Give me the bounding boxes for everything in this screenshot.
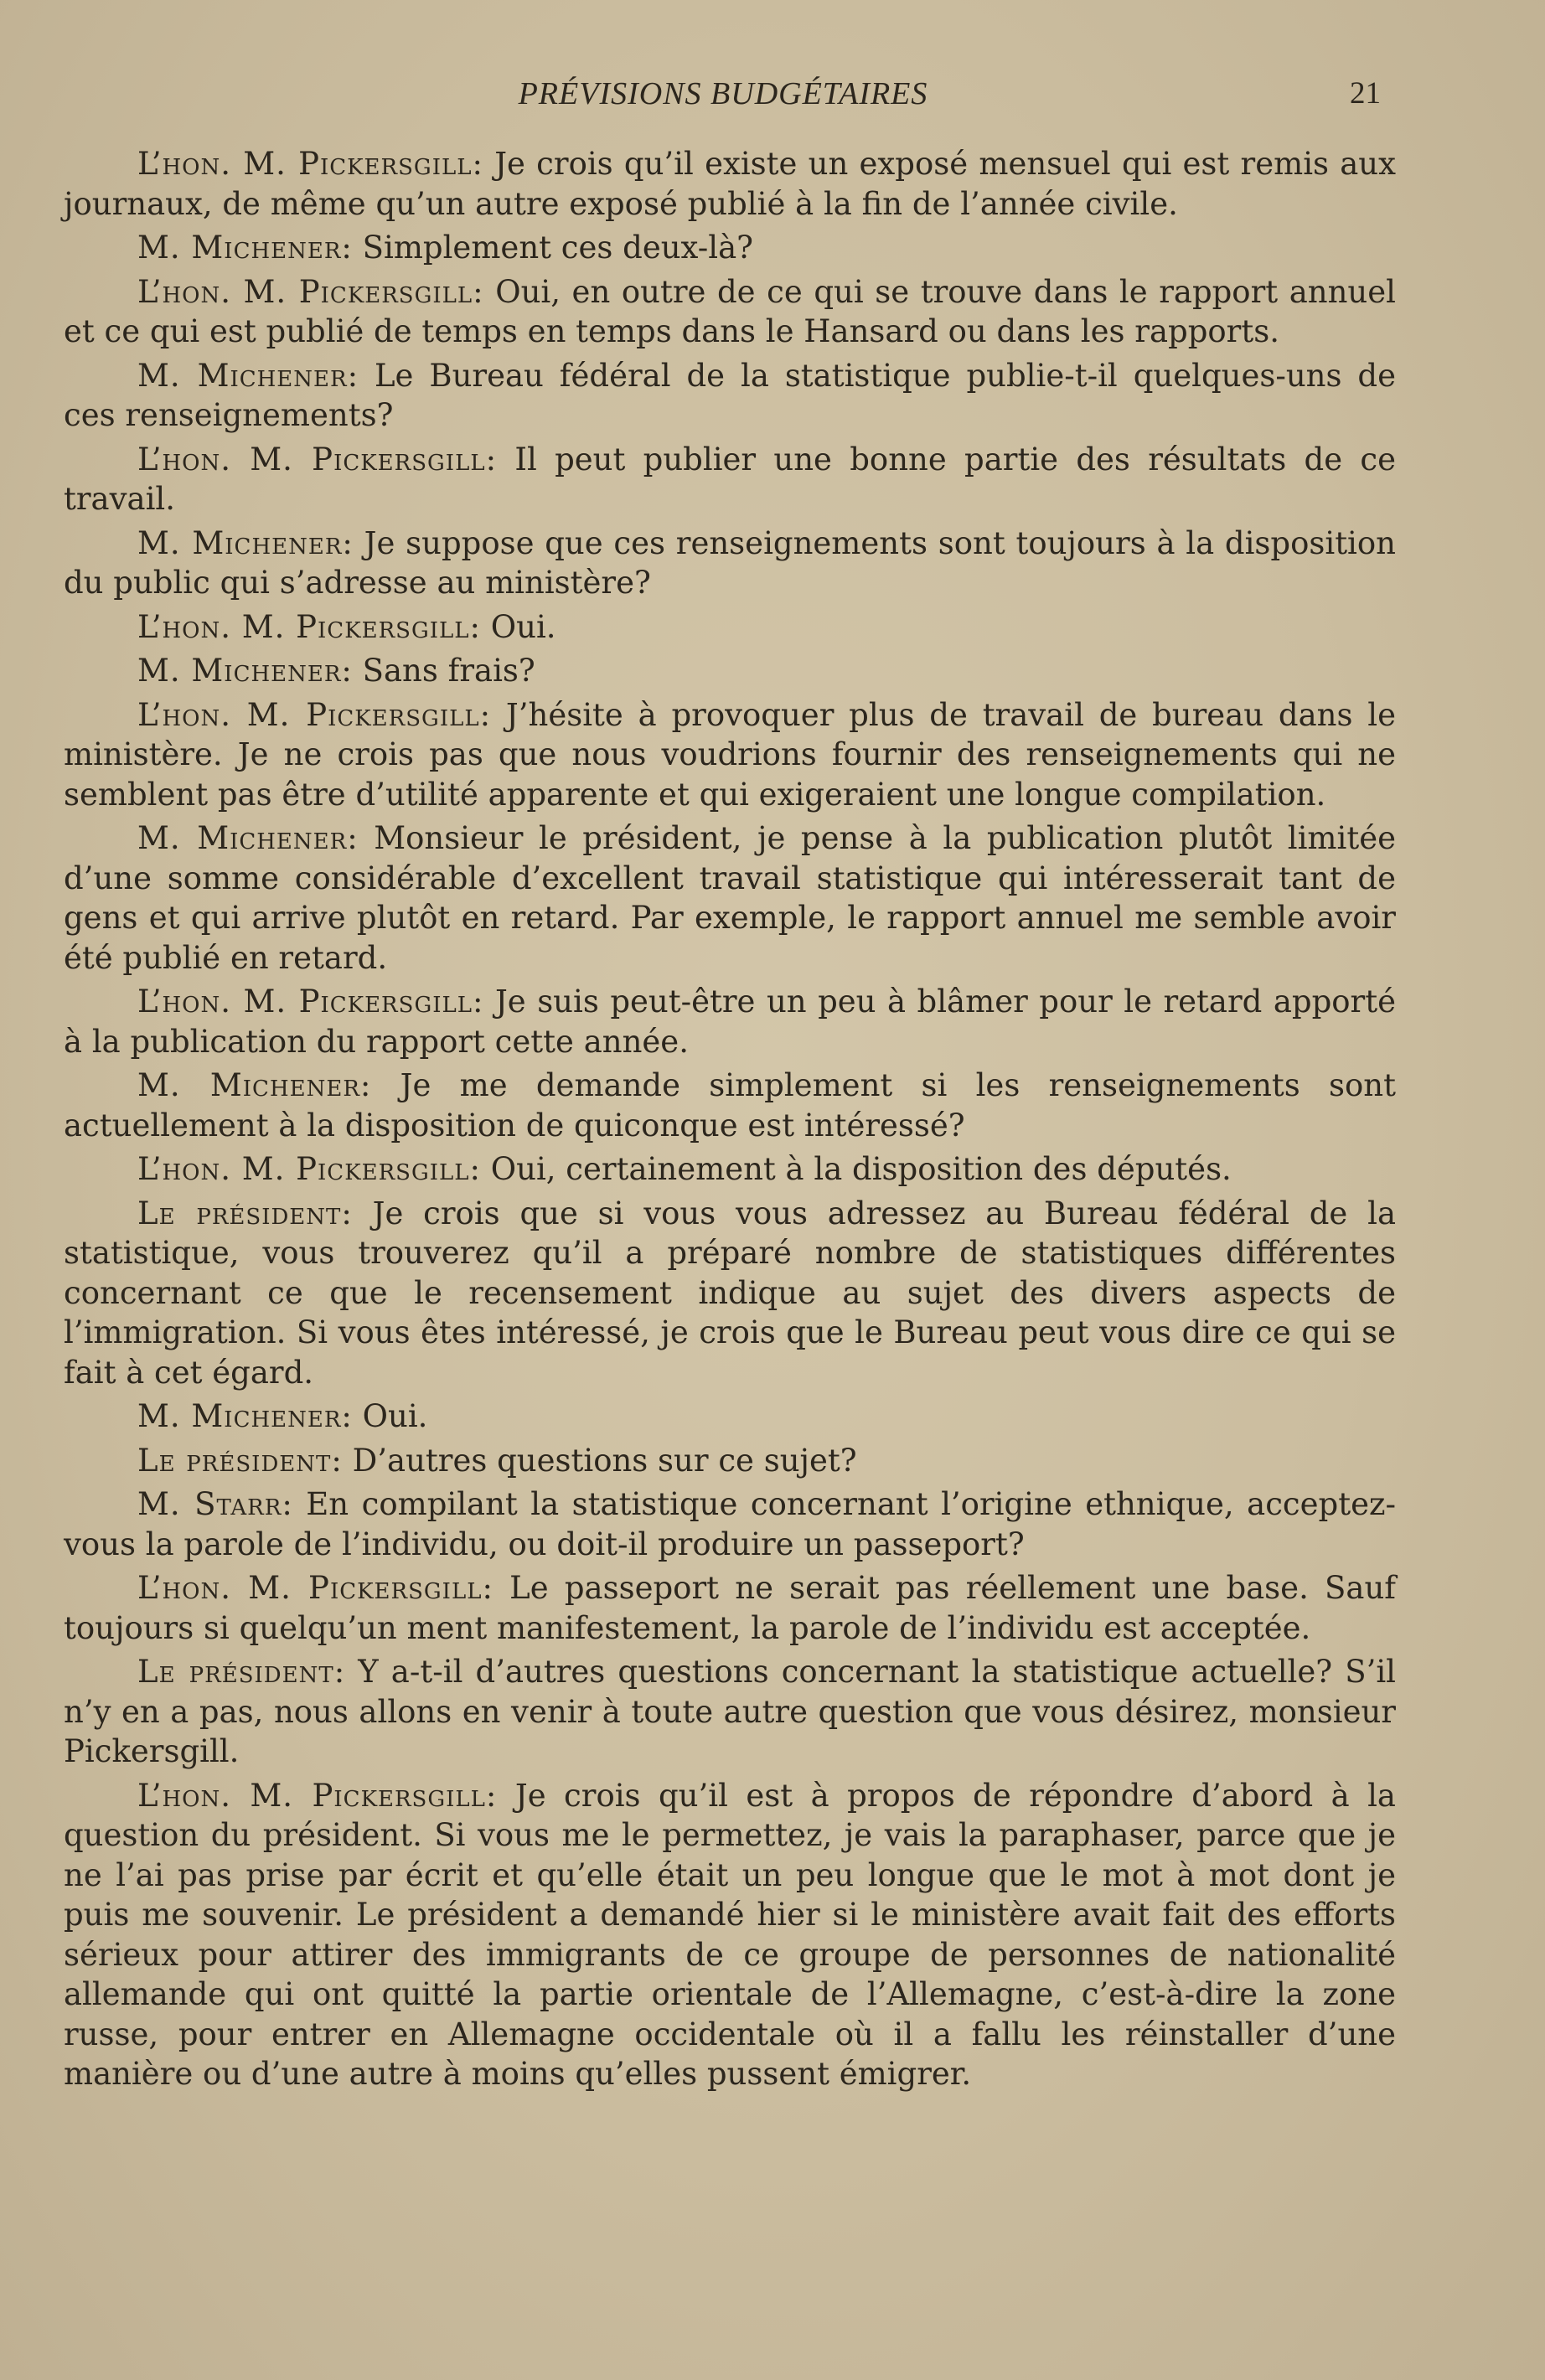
paragraph bbox=[64, 818, 1396, 978]
speech-text: Je suis peut-être un peu à blâmer pour le retard apporté à la publication du rapport cette année. bbox=[64, 983, 1396, 1060]
paragraph bbox=[64, 651, 1396, 691]
speech-text: D’autres questions sur ce sujet? bbox=[342, 1442, 857, 1479]
page-number: 21 bbox=[1350, 76, 1381, 111]
speaker-name: Le président: bbox=[137, 1195, 353, 1231]
paragraph bbox=[64, 982, 1396, 1061]
speaker-name: M. Michener: bbox=[137, 524, 354, 561]
speech-text: Simplement ces deux-là? bbox=[352, 230, 753, 266]
speech-text: Oui. bbox=[352, 1398, 428, 1434]
speech-text: Monsieur le président, je pense à la publication plutôt limitée d’une somme considérable d’excellent travail statistique qui intéresserait tant de gens et qui arrive plutôt en retard. Par exemple, le rapport annuel me semble avoir été publié en retard. bbox=[64, 820, 1396, 976]
paragraph bbox=[64, 1776, 1396, 2094]
speech-text: Le Bureau fédéral de la statistique publie-t-il quelques-uns de ces renseignements? bbox=[64, 357, 1396, 433]
speaker-name: M. Michener: bbox=[137, 1067, 372, 1103]
speech-text: Le passeport ne serait pas réellement une base. Sauf toujours si quelqu’un ment manifestement, la parole de l’individu est acceptée. bbox=[64, 1570, 1396, 1646]
paragraph bbox=[64, 228, 1396, 268]
speech-text: Je crois qu’il existe un exposé mensuel qui est remis aux journaux, de même qu’un autre exposé publié à la fin de l’année civile. bbox=[64, 146, 1396, 222]
speaker-name: L’hon. M. Pickersgill: bbox=[137, 1570, 493, 1606]
speech-text: Y a-t-il d’autres questions concernant la statistique actuelle? S’il n’y en a pas, nous allons en venir à toute autre question que vous désirez, monsieur Pickersgill. bbox=[64, 1654, 1396, 1769]
speaker-name: L’hon. M. Pickersgill: bbox=[137, 696, 492, 733]
speaker-name: M. Starr: bbox=[137, 1486, 293, 1522]
running-header bbox=[0, 75, 1545, 117]
paragraph bbox=[64, 144, 1396, 224]
paragraph bbox=[64, 695, 1396, 815]
paragraph bbox=[64, 1397, 1396, 1437]
speech-text: Sans frais? bbox=[352, 653, 535, 689]
running-title: PRÉVISIONS BUDGÉTAIRES bbox=[518, 76, 928, 111]
speaker-name: L’hon. M. Pickersgill: bbox=[137, 146, 483, 182]
speaker-name: L’hon. M. Pickersgill: bbox=[137, 1151, 482, 1187]
transcript-body bbox=[64, 144, 1396, 2099]
speaker-name: Le président: bbox=[137, 1654, 346, 1690]
paragraph bbox=[64, 1149, 1396, 1190]
speaker-name: M. Michener: bbox=[137, 820, 359, 856]
paragraph bbox=[64, 524, 1396, 603]
speaker-name: L’hon. M. Pickersgill: bbox=[137, 441, 498, 478]
paragraph bbox=[64, 1441, 1396, 1481]
paragraph bbox=[64, 1066, 1396, 1145]
speech-text: Je crois que si vous vous adressez au Bureau fédéral de la statistique, vous trouverez qu’il a préparé nombre de statistiques différentes concernant ce que le recensement indique au sujet des divers aspects de l’immigration. Si vous êtes intéressé, je crois que le Bureau peut vous dire ce qui se fait à cet égard. bbox=[64, 1195, 1396, 1391]
speech-text: J’hésite à provoquer plus de travail de bureau dans le ministère. Je ne crois pas que nous voudrions fournir des renseignements qui ne semblent pas être d’utilité apparente et qui exigeraient une longue compilation. bbox=[64, 696, 1396, 813]
speech-text: Je suppose que ces renseignements sont toujours à la disposition du public qui s’adresse au ministère? bbox=[64, 524, 1397, 601]
paragraph bbox=[64, 1484, 1396, 1564]
speaker-name: M. Michener: bbox=[137, 1398, 353, 1434]
paragraph bbox=[64, 440, 1396, 519]
paragraph bbox=[64, 356, 1396, 436]
speaker-name: M. Michener: bbox=[137, 357, 359, 394]
speaker-name: L’hon. M. Pickersgill: bbox=[137, 608, 482, 645]
paragraph bbox=[64, 1194, 1396, 1393]
speech-text: En compilant la statistique concernant l’origine ethnique, acceptez-vous la parole de l’individu, ou doit-il produire un passeport? bbox=[64, 1486, 1396, 1562]
speech-text: Oui, en outre de ce qui se trouve dans le rapport annuel et ce qui est publié de temps en temps dans le Hansard ou dans les rapports. bbox=[64, 273, 1396, 349]
paragraph bbox=[64, 607, 1396, 648]
speaker-name: L’hon. M. Pickersgill: bbox=[137, 1777, 498, 1814]
speech-text: Il peut publier une bonne partie des résultats de ce travail. bbox=[64, 441, 1396, 517]
speaker-name: Le président: bbox=[137, 1442, 343, 1479]
speaker-name: L’hon. M. Pickersgill: bbox=[137, 273, 484, 310]
speech-text: Je me demande simplement si les renseignements sont actuellement à la disposition de quiconque est intéressé? bbox=[64, 1067, 1396, 1144]
speech-text: Oui, certainement à la disposition des députés. bbox=[481, 1151, 1232, 1187]
speech-text: Je crois qu’il est à propos de répondre d’abord à la question du président. Si vous me le permettez, je vais la paraphaser, parce que je ne l’ai pas prise par écrit et qu’elle était un peu longue que le mot à mot dont je puis me souvenir. Le président a demandé hier si le ministère avait fait des efforts sérieux pour attirer des immigrants de ce groupe de personnes de nationalité allemande qui ont quitté la partie orientale de l’Allemagne, c’est-à-dire la zone russe, pour entrer en Allemagne occidentale où il a fallu les réinstaller d’une manière ou d’une autre à moins qu’elles pussent émigrer. bbox=[64, 1777, 1396, 2092]
paragraph bbox=[64, 272, 1396, 352]
paragraph bbox=[64, 1652, 1396, 1772]
speaker-name: M. Michener: bbox=[137, 230, 353, 266]
speech-text: Oui. bbox=[481, 608, 556, 645]
speaker-name: M. Michener: bbox=[137, 653, 353, 689]
paragraph bbox=[64, 1568, 1396, 1648]
speaker-name: L’hon. M. Pickersgill: bbox=[137, 983, 484, 1020]
